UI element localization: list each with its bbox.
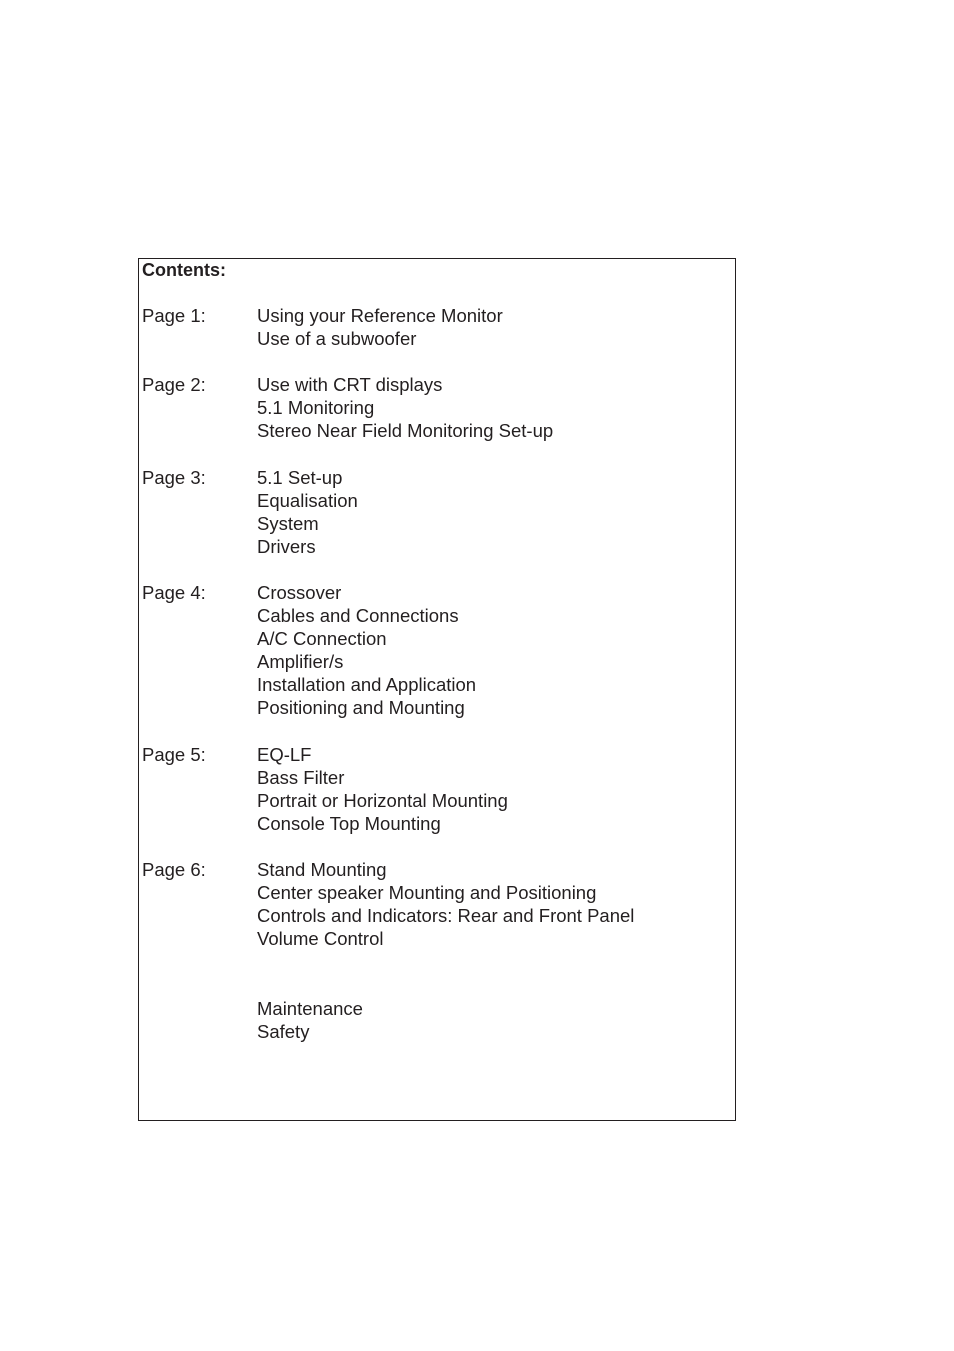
toc-entry: Portrait or Horizontal Mounting (257, 790, 508, 811)
toc-entry: System (257, 513, 319, 534)
toc-entry: Amplifier/s (257, 651, 344, 672)
toc-entry: Installation and Application (257, 674, 477, 695)
toc-entry: Stand Mounting (257, 859, 387, 880)
contents-heading: Contents: (142, 260, 226, 280)
toc-entry: Positioning and Mounting (257, 697, 465, 718)
toc-entry: Drivers (257, 536, 316, 557)
page-label: Page 2: (142, 374, 206, 395)
toc-entry: 5.1 Monitoring (257, 397, 375, 418)
toc-entry: Use with CRT displays (257, 374, 443, 395)
page-label: Page 3: (142, 467, 206, 488)
toc-entry: A/C Connection (257, 628, 387, 649)
toc-entries (257, 743, 508, 835)
toc-entries (257, 997, 363, 1043)
page-label: Page 6: (142, 859, 206, 880)
toc-entry: Equalisation (257, 490, 358, 511)
toc-entry: Cables and Connections (257, 605, 459, 626)
toc-entry: Center speaker Mounting and Positioning (257, 882, 597, 903)
toc-entry: Using your Reference Monitor (257, 305, 503, 326)
page-label: Page 4: (142, 582, 206, 603)
contents-box (138, 258, 736, 1121)
toc-entries (257, 581, 476, 719)
toc-entry: Bass Filter (257, 767, 345, 788)
page-label: Page 5: (142, 744, 206, 765)
page-label: Page 1: (142, 305, 206, 326)
toc-entry: Console Top Mounting (257, 813, 441, 834)
toc-entry: Controls and Indicators: Rear and Front Panel (257, 905, 635, 926)
toc-entry: 5.1 Set-up (257, 467, 343, 488)
toc-entry: Stereo Near Field Monitoring Set-up (257, 420, 554, 441)
toc-entries (257, 466, 358, 558)
toc-entry: EQ-LF (257, 744, 312, 765)
toc-entry: Volume Control (257, 928, 384, 949)
toc-entry: Maintenance (257, 998, 363, 1019)
toc-entry: Use of a subwoofer (257, 328, 417, 349)
toc-entry: Safety (257, 1021, 310, 1042)
toc-entries (257, 373, 553, 442)
toc-entries (257, 858, 634, 950)
toc-entry: Crossover (257, 582, 342, 603)
toc-entries (257, 304, 503, 350)
